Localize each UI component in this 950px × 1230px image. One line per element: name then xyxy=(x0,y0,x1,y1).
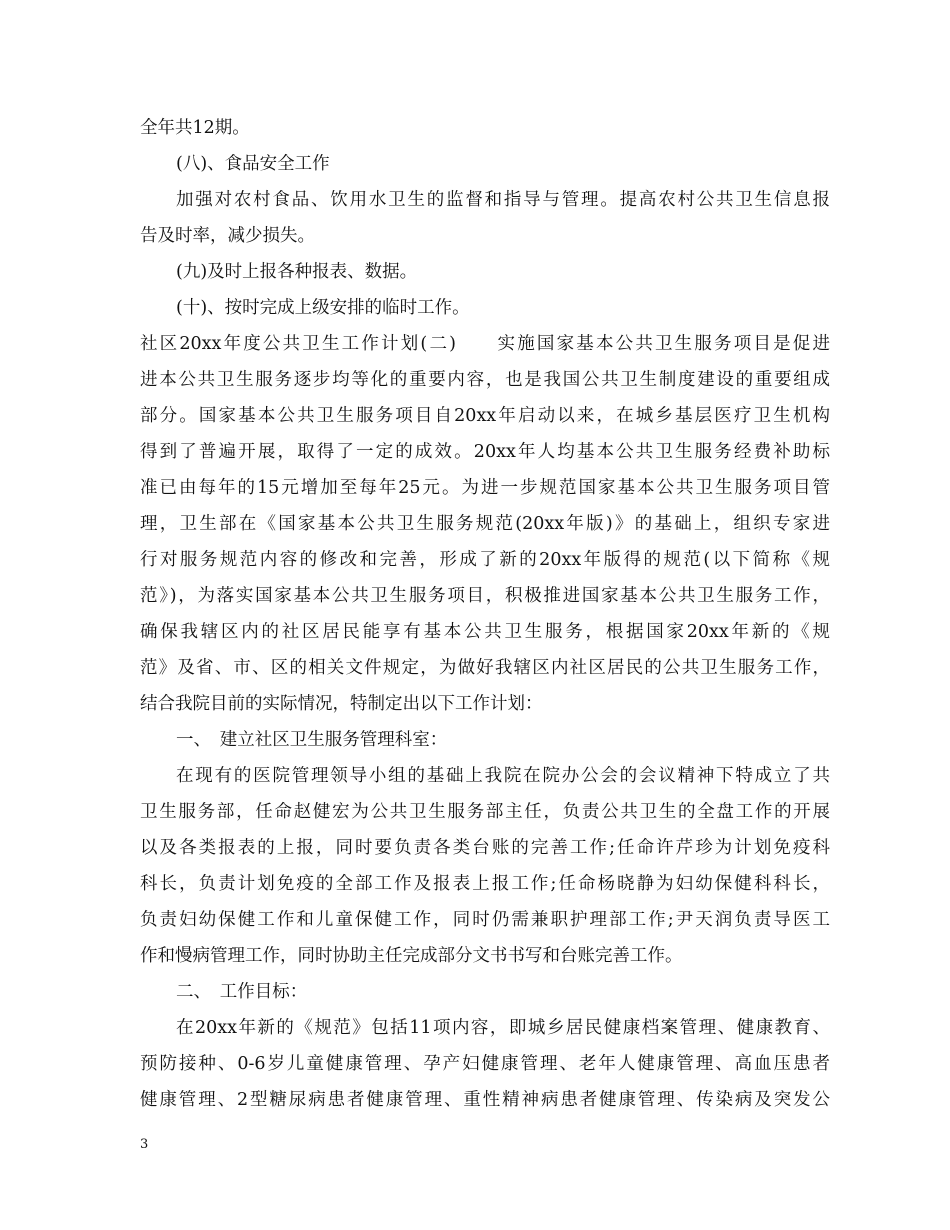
text-line: 加强对农村食品、饮用水卫生的监督和指导与管理。提高农村公共卫生信息报 xyxy=(176,190,830,210)
text-line: 结合我院目前的实际情况，特制定出以下工作计划： xyxy=(140,694,543,714)
section-heading: 一、 建立社区卫生服务管理科室： xyxy=(176,730,448,750)
text-line: 理，卫生部在《国家基本公共卫生服务规范(20xx年版)》的基础上，组织专家进 xyxy=(140,514,830,534)
document-title-line: 社区20xx年度公共卫生工作计划(二) 实施国家基本公共卫生服务项目是促进 xyxy=(140,334,830,354)
text-line: 部分。国家基本公共卫生服务项目自20xx年启动以来，在城乡基层医疗卫生机构 xyxy=(140,406,830,426)
text-line: 得到了普遍开展，取得了一定的成效。20xx年人均基本公共卫生服务经费补助标 xyxy=(140,442,830,462)
text-line: 在现有的医院管理领导小组的基础上我院在院办公会的会议精神下特成立了共 xyxy=(176,766,830,786)
text-line: 负责妇幼保健工作和儿童保健工作，同时仍需兼职护理部工作;尹天润负责导医工 xyxy=(140,910,830,930)
section-heading: (十)、按时完成上级安排的临时工作。 xyxy=(176,298,470,318)
text-line: 行对服务规范内容的修改和完善，形成了新的20xx年版得的规范(以下简称《规 xyxy=(140,550,830,570)
page-number: 3 xyxy=(140,1137,149,1152)
section-heading: (九)及时上报各种报表、数据。 xyxy=(176,262,418,282)
text-line: 进本公共卫生服务逐步均等化的重要内容，也是我国公共卫生制度建设的重要组成 xyxy=(140,370,830,390)
text-line: 卫生服务部，任命赵健宏为公共卫生服务部主任，负责公共卫生的全盘工作的开展 xyxy=(140,802,830,822)
text-line: 以及各类报表的上报，同时要负责各类台账的完善工作;任命许芹珍为计划免疫科 xyxy=(140,838,830,858)
text-line: 作和慢病管理工作，同时协助主任完成部分文书书写和台账完善工作。 xyxy=(140,946,683,966)
text-line: 范》)，为落实国家基本公共卫生服务项目，积极推进国家基本公共卫生服务工作， xyxy=(140,586,830,606)
text-line: 全年共12期。 xyxy=(140,118,250,138)
text-line: 确保我辖区内的社区居民能享有基本公共卫生服务，根据国家20xx年新的《规 xyxy=(140,622,830,642)
text-line: 准已由每年的15元增加至每年25元。为进一步规范国家基本公共卫生服务项目管 xyxy=(140,478,830,498)
text-line: 健康管理、2型糖尿病患者健康管理、重性精神病患者健康管理、传染病及突发公 xyxy=(140,1090,830,1110)
section-heading: 二、 工作目标： xyxy=(176,982,308,1002)
text-line: 告及时率，减少损失。 xyxy=(140,226,315,246)
text-line: 科长，负责计划免疫的全部工作及报表上报工作;任命杨晓静为妇幼保健科科长， xyxy=(140,874,830,894)
section-heading: (八)、食品安全工作 xyxy=(176,154,330,174)
text-line: 在20xx年新的《规范》包括11项内容，即城乡居民健康档案管理、健康教育、 xyxy=(176,1018,830,1038)
text-line: 预防接种、0-6岁儿童健康管理、孕产妇健康管理、老年人健康管理、高血压患者 xyxy=(140,1054,830,1074)
text-line: 范》及省、市、区的相关文件规定，为做好我辖区内社区居民的公共卫生服务工作， xyxy=(140,658,830,678)
